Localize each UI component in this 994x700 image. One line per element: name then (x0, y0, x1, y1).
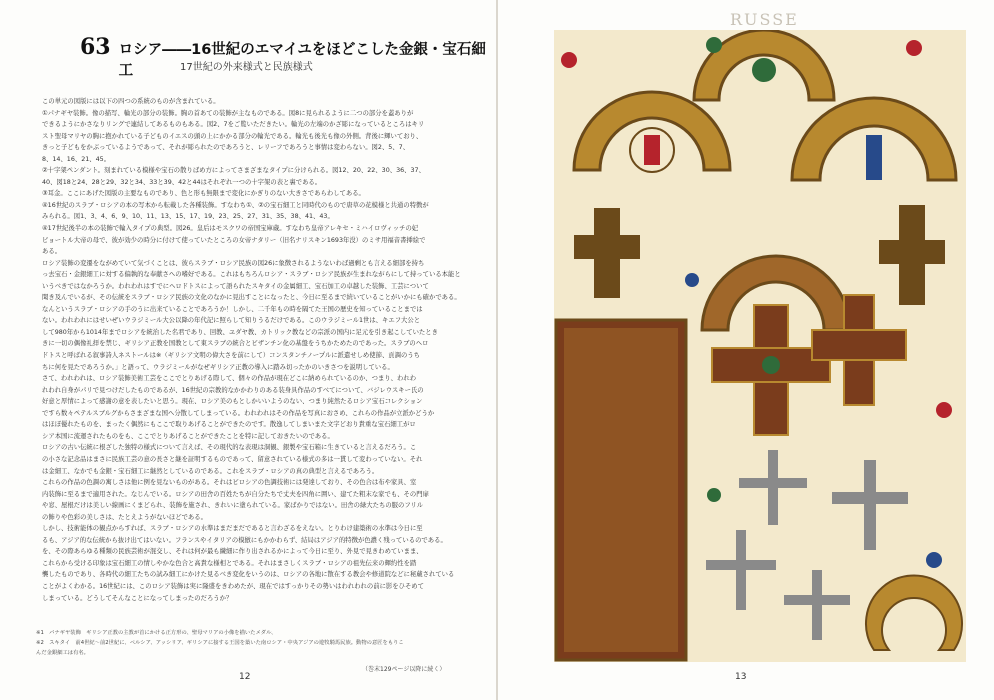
filigree-cross (784, 570, 850, 640)
body-line: ②十字架ペンダント。刻まれている模様や宝石の散りばめ方によってさまざまなタイプに分けられる。図12、20、22、30、36、37、 (42, 167, 425, 175)
body-line: ①パナギヤ装飾。像の描写、輪光の部分の装飾。胸の首あての装飾が主なものである。図8に見られるように二つの部分を蓋ありが (42, 109, 414, 117)
body-line: きに一切の偶像礼拝を禁じ、ギリシア正教を国教として東スラブの統合とビザンチン化の基盤をうちかためたのであった。スラブのヘロ (42, 340, 429, 348)
body-line: ない。われわれにはせいぜいウラジミール大公以降の年代記に照らして知りうるだけである。このウラジミール1世は、キエフ大公と (42, 317, 421, 325)
body-line: できるようにかさなりリングで連結してあるものもある。図2、7をご覧いただきたい。輪光の左端のかざ彫になっているところはキリ (42, 121, 425, 129)
body-line: ピョートル大帝の母で、彼が効少の時分に付けて使っていたところの女帝ナタリー（旧名ナリスキン1693年没）のミサ用福音書挿絵で (42, 236, 426, 244)
body-line: ちに何を見たであろうか。」と語って、ウラジミールがなぜギリシア正教の導入に踏み切ったかのいきさつを説明している。 (42, 363, 394, 371)
gem-ornament (685, 273, 699, 287)
body-line: 聞き及んでいるが、その伝統をスラブ・ロシア民族の文化のなかに見出すことになったと、今日に至るまで続いていることがいかにも確かである。 (42, 294, 461, 302)
left-page (0, 0, 496, 700)
plate-label: RUSSE (730, 10, 799, 29)
body-line: ドトスと呼ばれる叙事詩人ネストールは※（ギリシア文明の偉大さを前にして）コンスタンチノープルに派遣せしめ使節、貢調のうち (42, 352, 421, 360)
chapter-number: 63 (80, 34, 111, 60)
footnote-line: ※1 バナギヤ装飾 ギリシア正教の主教が首にかける正方形の、聖母マリアの小像を描いたメダル、 (36, 630, 277, 636)
chapter-heading (80, 34, 496, 80)
body-line: 襲したものであり、各時代の細工たちの試み細工にかけた見るべき変化をいうのは、ロシアの各地に散在する教会や修道院などに秘蔵されている (42, 571, 455, 579)
body-line: や窓、屋根だけは美しい線画にくまどられ、装飾を施され、きれいに塗られている。家ばかりではない。田舎の緑大たちの服のフリル (42, 502, 424, 510)
body-line: しかし、技術能体の観点からすれば、スラブ・ロシアの水準はまだまだであると言わざるをえない。とりわけ建築術の水準は今日に至 (42, 525, 423, 533)
cross-pendant (574, 208, 640, 298)
body-line: ある。 (42, 248, 62, 256)
gem-ornament (561, 52, 577, 68)
body-line: 内装飾に至るまで適用された。なじんでいる。ロシアの田舎の百姓たちが自分たちで丈夫を四角に囲い、建てた粗末な家でも、その門扉 (42, 490, 429, 498)
body-line: っ去宝石・金銀細工に対する偏執的な奉献さへの嗜好である。これはもちろんロシア・スラブ・ロシア民族が生まれながらにして持っている本能と (42, 271, 461, 279)
body-line: ですら数々ペテルスブルグからさまざまな国へ分散してしまっている。われわれはその作品を写真におさめ、これらの作品が立派かどうか (42, 409, 435, 417)
body-line: これらの作品の色調の寓しさは他に例を見ないものがある。それはビロシアの色調技術には発達しており、その色合は布や家具、室 (42, 479, 417, 487)
footnote-line: んだ金銀細工は有名。 (36, 650, 89, 656)
horseshoe-pendant-left (574, 92, 730, 172)
body-line: スト聖母マリヤの胸に抱かれている子どものイエスの頭の上にかかる部分の輪光である。輪光も後光も像の外側。背後に輝いており、 (42, 132, 423, 140)
body-line: いうべきではなかろうか。われわれはすでにヘロドトスによって語られたスキタイの金属細工、宝石加工の卓越した装飾、工芸について (42, 282, 429, 290)
cross-pendant (879, 205, 945, 305)
gem-ornament (707, 488, 721, 502)
gem-ornament (706, 37, 722, 53)
horseshoe-small (866, 575, 962, 650)
horseshoe-pendant-right (792, 98, 956, 180)
body-line: きっと子どもをかぶっているようであって、それが彫られたのであろうと、レリーフであろうと事情は変わらない。図2、5、7、 (42, 144, 410, 152)
chapter-subtitle: 17世紀の外来様式と民族様式 (180, 62, 313, 73)
body-line: シア本国に流運されたものをも、ここでとりあげることができたことを特に記しておきたいのである。 (42, 432, 334, 440)
filigree-cross (832, 460, 908, 550)
body-text (36, 96, 476, 604)
chapter-title: ロシア――16世紀のエマイユをほどこした金銀・宝石細工 (118, 42, 486, 79)
body-line: この単元の図版には以下の四つの系統のものが含まれている。 (42, 98, 220, 105)
gem-ornament (926, 552, 942, 568)
body-line: るも、アジア的な伝統から抜け出てはいない。フランスやイタリアの模倣にもかかわらず、結局はアジア的特徴が色濃く残っているのである。 (42, 536, 447, 544)
body-line: しまっている。どうしてそんなことになってしまったのだろうか？ (42, 594, 233, 602)
body-line: して980年から1014年までロシアを統治した名君であり、回教、ユダヤ教、カトリック教などの宗派の国内に足元を引き起こしていたとき (42, 328, 438, 336)
body-line: はほぼ優れたものを、まったく偶然にもここで取りあげることができたのです。散逸してしまいまた文字どおり貴重な宝石細工がロ (42, 421, 416, 429)
body-line: 40、図18と24、28と29、32と34、33と39、42と44はそれぞれ一つの十字架の表と裏である。 (42, 178, 322, 186)
continued-note: （巻末129ページ以降に続く） (362, 666, 446, 673)
body-line: を、その際あらゆる種類の民族芸術が混交し、それは何が最も繊細に作り出されるかによって今日に至り、外見で見きわめていまま、 (42, 548, 423, 556)
body-line: さて、われわれは、ロシア装飾美術工芸をここでとりあげる際して、個々の作品が現在どこに納められているのか、つまり、われわ (42, 375, 417, 383)
body-line: は金細工、なかでも金銀・宝石細工に継然としているのである。これをスラブ・ロシアの真の典型と言えるであろう。 (42, 467, 379, 475)
ornate-panel-inner (564, 328, 678, 652)
book-gutter (496, 0, 498, 700)
body-line: 8、14、16、21、45。 (42, 155, 111, 163)
filigree-cross (739, 450, 807, 525)
body-line: れわれ自身がパリで見つけだしたものであるが、16世紀の宗教的なかかわりのある装身具作品のすべてについて、バジレウスキー氏の (42, 386, 424, 394)
page-number-left: 12 (239, 672, 251, 682)
filigree-cross (706, 530, 776, 610)
body-line: ③耳金。ここにあげた図版の主要なものであり、色と形も無限まで変化にかぎりのない大きさであらわしてある。 (42, 190, 365, 198)
body-line: ことがよくわかる。16世紀には、このロシア装飾は実に隆盛をきわめたが、現在ではすっかりその勢いはわれわれの前に影をひそめて (42, 582, 424, 590)
body-line: ④16世紀のスラブ・ロシアの本の写本から転載した各種装飾。すなわち①、②の宝石細工と同時代のもので唐草の花模様と共通の特徴が (42, 201, 429, 209)
body-line: 好意と厚情によって感謝の意を表したいと思う。現在、ロシア美のもとしかいいようのない、つまり純然たるロシア宝石コレクション (42, 398, 423, 406)
body-line: ④17世紀後半の本の装飾で輪入タイプの典型。図26。皇后はモスクワの帝国宝庫蔵。すなわち皇帝アレキセ・ミハイロヴィッチの妃 (42, 225, 419, 233)
gem-ornament (906, 40, 922, 56)
footnote-line: ※2 スキタイ 前4世紀～前2世紀に、ペルシア、アッシリア、ギリシアに接する王国を築いた南ロシア・中央アジアの遊牧騎馬民族。動物の意匠をもりこ (36, 640, 404, 646)
gem-ornament (936, 402, 952, 418)
ornament-plate (554, 30, 966, 662)
body-line: の小さな記念品はまさに民族工芸の意の長さと継を証明するものであって、留意されている様式の多は一貫して変わっていない。それ (42, 455, 423, 463)
body-line: ロシア装飾の変遷をながめていて気づくことは、彼らスラブ・ロシア民族の図26に象徴されるようないわば過剰とも言える細部を持ち (42, 259, 425, 267)
body-line: なんというスラブ・ロシアの手のうに出来ていることであろうか！しかし、二千年もの時を隔てた王国の歴史を知っていることまでは (42, 305, 423, 313)
footnotes (36, 628, 476, 658)
body-line: みられる。図1、3、4、6、9、10、11、13、15、17、19、23、25、27、31、35、38、41、43。 (42, 213, 334, 221)
body-line: ロシアの古い伝統に根ざした独特の様式について言えば、その現代的な表現は洞観、銀製や宝石箱に生きていると言えるだろう。こ (42, 444, 417, 452)
page-number-right: 13 (735, 672, 747, 682)
body-line: これらから受ける印象は宝石細工の情しやかな色合と高貴な様相とである。それはまさしくスラブ・ロシアの祖先伝来の輝約性を踏 (42, 559, 417, 567)
body-line: の飾りや色彩の美しさは、たとえようがないほどである。 (42, 513, 207, 521)
plate-illustration (554, 30, 966, 662)
